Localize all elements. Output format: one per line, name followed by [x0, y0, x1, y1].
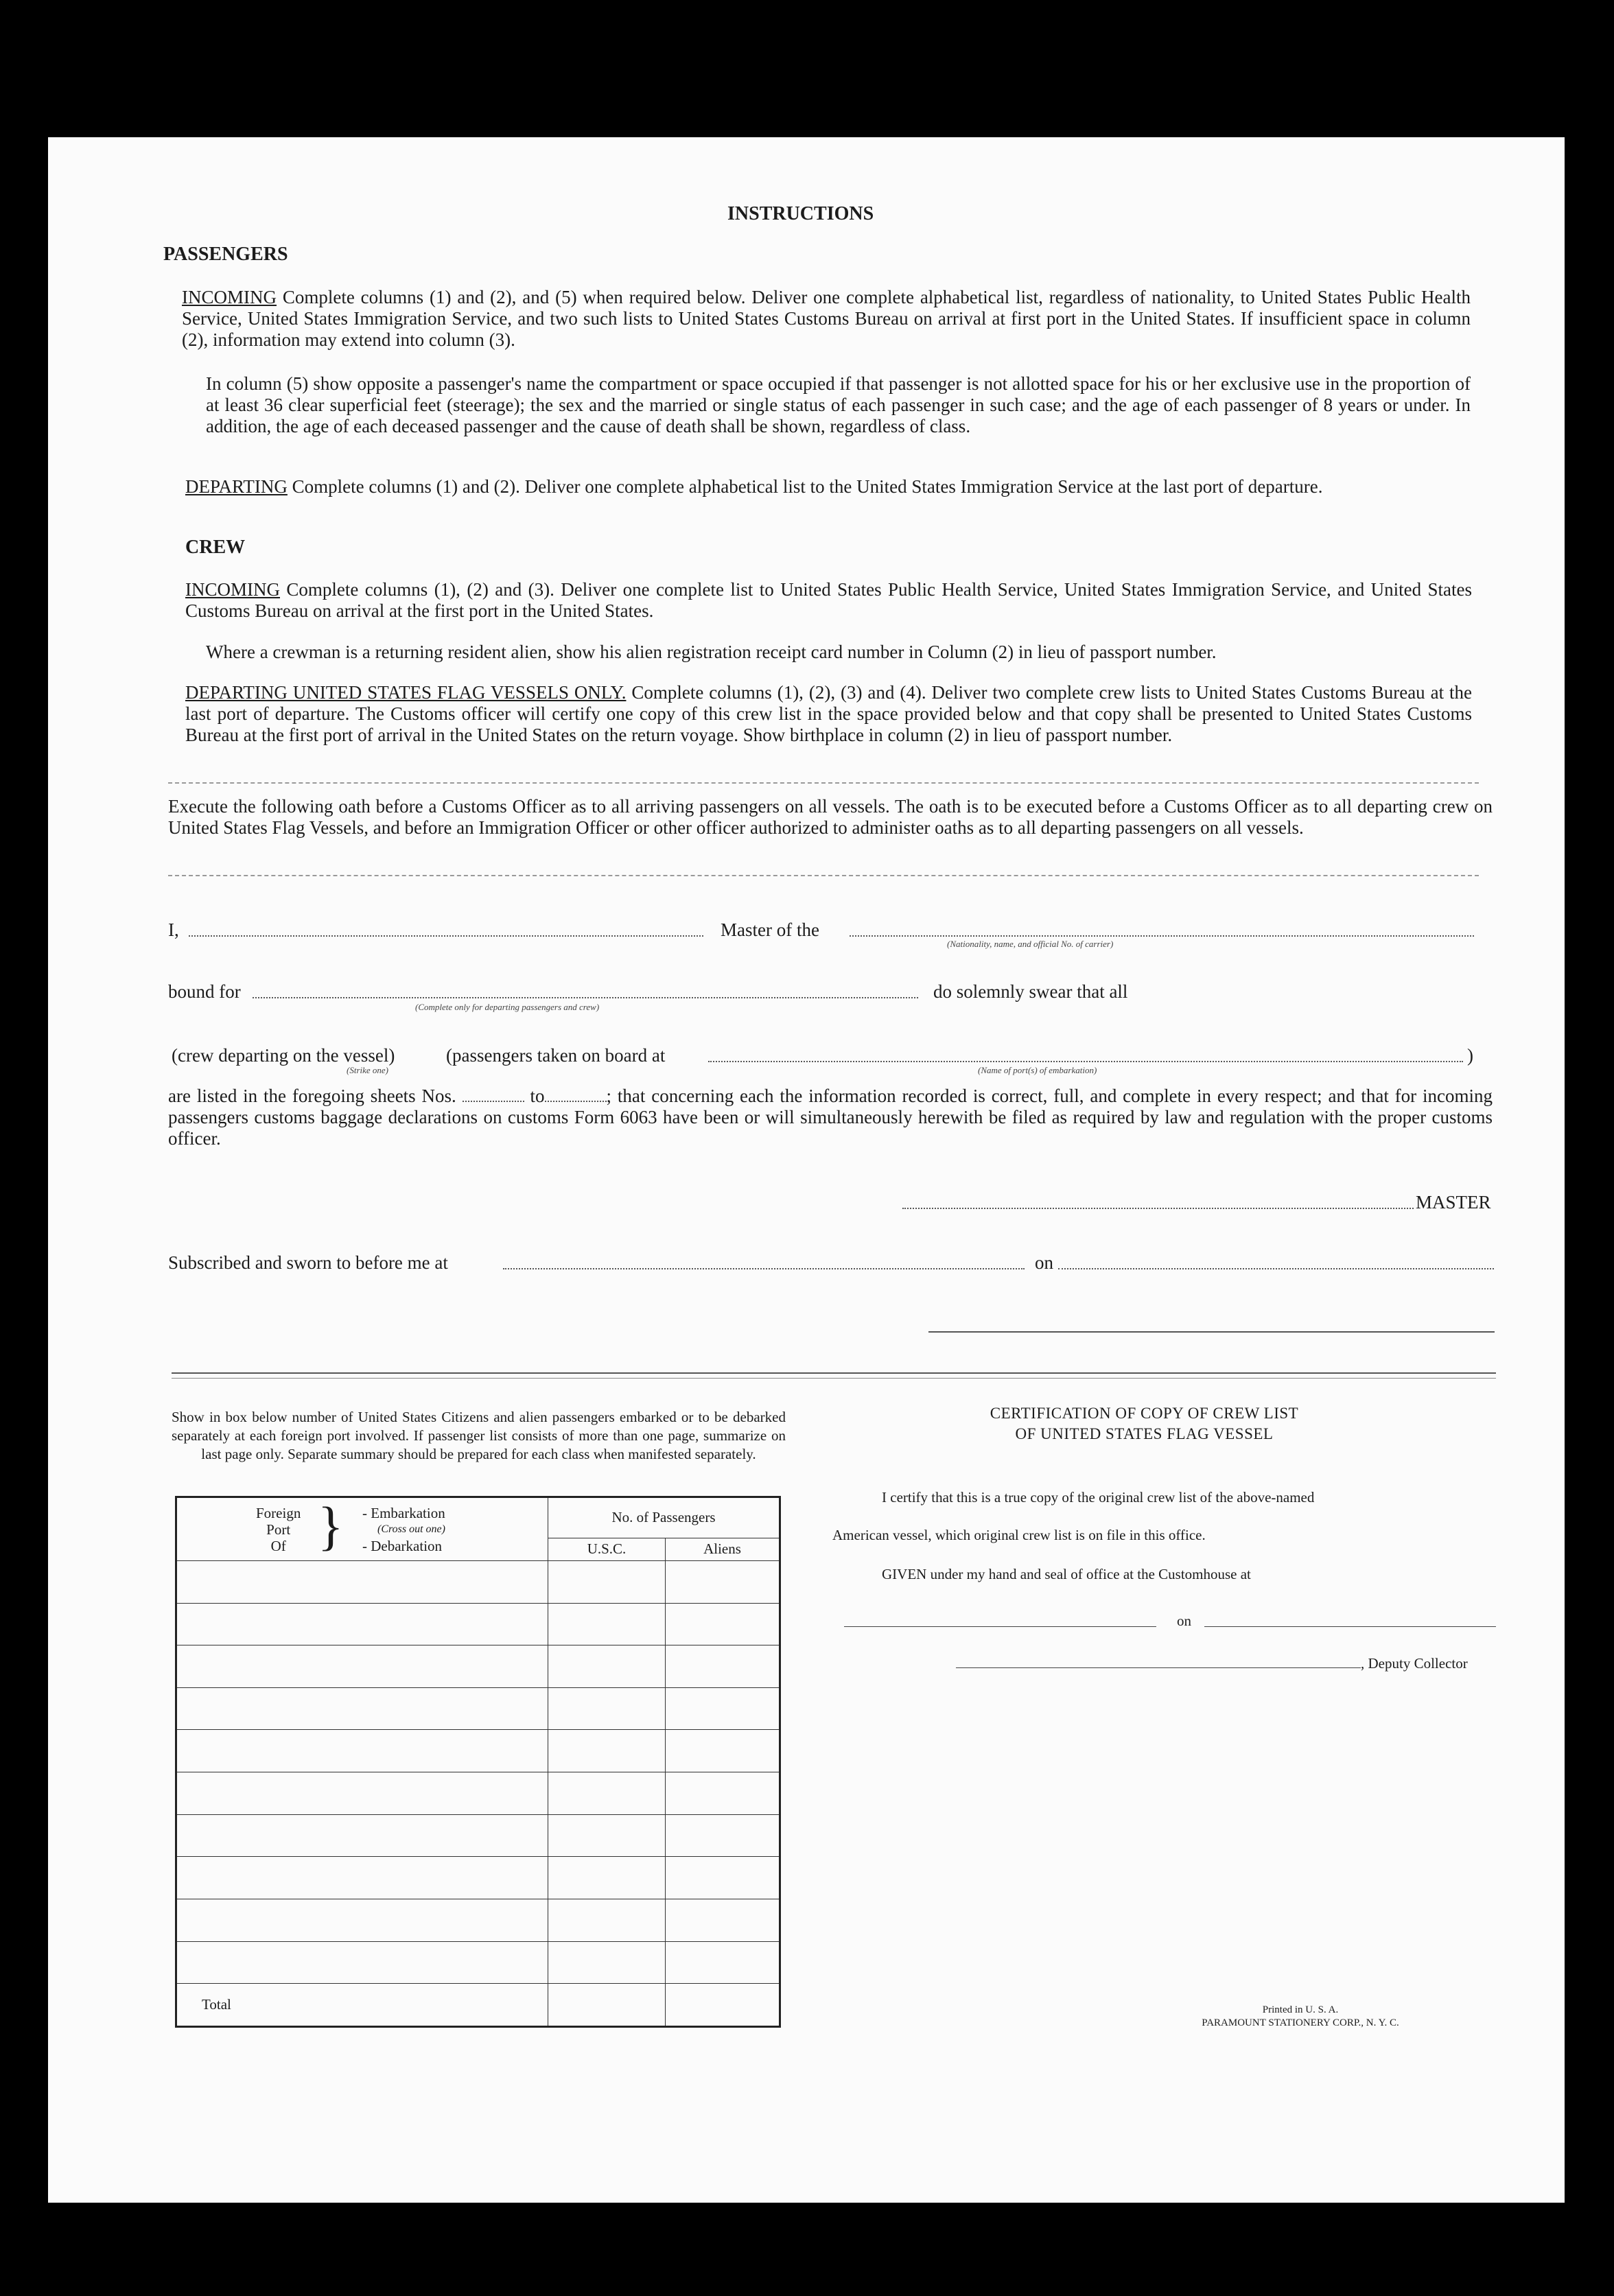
bound-for-label: bound for — [168, 981, 241, 1002]
form-page — [48, 137, 1565, 2203]
crew-incoming-paragraph — [185, 579, 1472, 622]
page-title: INSTRUCTIONS — [727, 203, 874, 224]
certification-title-line2: OF UNITED STATES FLAG VESSEL — [1015, 1425, 1274, 1442]
usc-cell[interactable] — [548, 1645, 666, 1688]
certify-line1: I certify that this is a true copy of the original crew list of the above-named — [882, 1489, 1315, 1506]
cross-out-note: (Cross out one) — [377, 1523, 445, 1535]
summary-instruction: Show in box below number of United States Citizens and alien passengers embarked or to be debarked separately at each foreign port involved. If passenger list consists of more than one page, summarize on last page only. Separate summary should be prepared for each class when manifested separately. — [172, 1409, 786, 1462]
port-cell[interactable] — [176, 1687, 548, 1730]
sheets-from-field[interactable] — [463, 1101, 524, 1102]
cert-date-field[interactable] — [1204, 1626, 1496, 1627]
foreign-label: Foreign — [256, 1505, 301, 1521]
usc-cell[interactable] — [548, 1687, 666, 1730]
port-cell[interactable] — [176, 1772, 548, 1815]
passengers-departing-paragraph — [185, 476, 1471, 497]
of-label: Of — [270, 1538, 286, 1554]
officer-signature-field[interactable] — [928, 1331, 1495, 1333]
certification-title-line1: CERTIFICATION OF COPY OF CREW LIST — [990, 1405, 1299, 1422]
crew-departing-text: Complete columns (1), (2), (3) and (4). Deliver two complete crew lists to United States Customs Bureau at the last port of departure. The Customs officer will certify one copy of this crew list in the space provided below and that copy shall be presented to United States Customs Bureau at the first port of arrival in the United States on the return voyage. Show birthplace in column (2) in lieu of passport number. — [185, 682, 1472, 745]
bound-caption: (Complete only for departing passengers and crew) — [415, 1002, 600, 1012]
certification-title — [933, 1403, 1355, 1444]
table-row — [176, 1730, 780, 1772]
port-cell[interactable] — [176, 1941, 548, 1984]
passengers-departing-label: DEPARTING — [185, 476, 288, 497]
table-row — [176, 1814, 780, 1857]
port-cell[interactable] — [176, 1603, 548, 1645]
passengers-incoming-label: INCOMING — [182, 287, 277, 307]
table-row — [176, 1772, 780, 1815]
table-row — [176, 1603, 780, 1645]
crew-alien-paragraph: Where a crewman is a returning resident alien, show his alien registration receipt card number in Column (2) in lieu of passport number. — [206, 642, 1217, 662]
printer-imprint — [1146, 2004, 1455, 2030]
master-label: MASTER — [1416, 1192, 1491, 1213]
oath-instruction: Execute the following oath before a Customs Officer as to all arriving passengers on all vessels. The oath is to be executed before a Customs Officer as to all departing crew on United States Flag Vessels, and before an Immigration Officer or other officer authorized to administer oaths as to all departing passengers on all vessels. — [168, 796, 1493, 838]
port-cell[interactable] — [176, 1645, 548, 1688]
foreign-port-header — [176, 1497, 548, 1561]
table-row — [176, 1857, 780, 1899]
carrier-field[interactable] — [850, 935, 1474, 937]
total-usc-cell[interactable] — [548, 1984, 666, 2027]
aliens-cell[interactable] — [666, 1772, 780, 1815]
master-name-field[interactable] — [189, 935, 703, 937]
passengers-heading: PASSENGERS — [163, 244, 288, 265]
crew-incoming-label: INCOMING — [185, 579, 280, 600]
passengers-column5-paragraph: In column (5) show opposite a passenger's name the compartment or space occupied if that passenger is not allotted space for his or her exclusive use in the proportion of at least 36 clear superficial feet (steerage); the sex and the married or single status of each passenger in such case; and the age of each passenger of 8 years or under. In addition, the age of each deceased passenger and the cause of death shall be shown, regardless of class. — [206, 373, 1471, 436]
cert-on-label: on — [1177, 1613, 1191, 1629]
usc-cell[interactable] — [548, 1730, 666, 1772]
embarkation-option[interactable]: - Embarkation — [362, 1505, 445, 1521]
on-label: on — [1035, 1252, 1053, 1273]
divider — [172, 1372, 1496, 1374]
printer-line1: Printed in U. S. A. — [1262, 2004, 1339, 2015]
port-label: Port — [266, 1521, 291, 1538]
total-label: Total — [176, 1984, 548, 2027]
table-row — [176, 1560, 780, 1603]
passenger-summary-table — [175, 1496, 781, 2028]
deputy-collector-label: , Deputy Collector — [1361, 1655, 1468, 1672]
customhouse-field[interactable] — [844, 1626, 1156, 1627]
listed-paragraph — [168, 1086, 1493, 1149]
aliens-header: Aliens — [666, 1538, 780, 1560]
usc-cell[interactable] — [548, 1603, 666, 1645]
crew-incoming-text: Complete columns (1), (2) and (3). Deliver one complete list to United States Public Health Service, United States Immigration Service, and United States Customs Bureau on arrival at the first port in the United States. — [185, 579, 1472, 621]
port-cell[interactable] — [176, 1899, 548, 1941]
table-row — [176, 1687, 780, 1730]
crew-departing-label: DEPARTING UNITED STATES FLAG VESSELS ONLY. — [185, 682, 627, 703]
certify-line2: American vessel, which original crew list is on file in this office. — [832, 1527, 1206, 1543]
aliens-cell[interactable] — [666, 1687, 780, 1730]
sheets-to-field[interactable] — [545, 1101, 607, 1102]
total-aliens-cell[interactable] — [666, 1984, 780, 2027]
subscribed-place-field[interactable] — [503, 1268, 1025, 1269]
close-paren: ) — [1467, 1045, 1473, 1066]
usc-cell[interactable] — [548, 1941, 666, 1984]
aliens-cell[interactable] — [666, 1603, 780, 1645]
port-cell[interactable] — [176, 1560, 548, 1603]
no-of-passengers-header: No. of Passengers — [548, 1497, 780, 1538]
bound-for-field[interactable] — [253, 997, 918, 998]
usc-cell[interactable] — [548, 1814, 666, 1857]
carrier-caption: (Nationality, name, and official No. of carrier) — [947, 939, 1114, 949]
table-row — [176, 1899, 780, 1941]
crew-departing-paragraph — [185, 682, 1472, 746]
subscribed-date-field[interactable] — [1058, 1268, 1494, 1269]
aliens-cell[interactable] — [666, 1857, 780, 1899]
master-signature-field[interactable] — [902, 1208, 1414, 1209]
usc-header: U.S.C. — [548, 1538, 666, 1560]
aliens-cell[interactable] — [666, 1560, 780, 1603]
deputy-signature-field[interactable] — [956, 1667, 1361, 1668]
aliens-cell[interactable] — [666, 1814, 780, 1857]
table-row — [176, 1941, 780, 1984]
divider — [168, 875, 1479, 876]
debarkation-option[interactable]: - Debarkation — [362, 1538, 443, 1554]
usc-cell[interactable] — [548, 1857, 666, 1899]
aliens-cell[interactable] — [666, 1941, 780, 1984]
usc-cell[interactable] — [548, 1772, 666, 1815]
listed-rest: ; that concerning each the information recorded is correct, full, and complete in every respect; and that for incoming passengers customs baggage declarations on customs Form 6063 have been or will simultaneously herewith be filed as required by law and regulation with the proper customs officer. — [168, 1086, 1493, 1149]
swear-text: do solemnly swear that all — [933, 981, 1128, 1002]
total-row — [176, 1984, 780, 2027]
subscribed-text: Subscribed and sworn to before me at — [168, 1252, 448, 1273]
master-of-the-label: Master of the — [721, 919, 819, 940]
port-cell[interactable] — [176, 1857, 548, 1899]
divider — [172, 1378, 1496, 1379]
divider — [168, 782, 1479, 784]
usc-cell[interactable] — [548, 1899, 666, 1941]
table-row — [176, 1645, 780, 1688]
aliens-cell[interactable] — [666, 1645, 780, 1688]
passengers-incoming-paragraph — [182, 287, 1471, 351]
to-label: to — [530, 1086, 545, 1106]
crew-heading: CREW — [185, 537, 246, 558]
strike-one-caption: (Strike one) — [347, 1065, 389, 1075]
given-text: GIVEN under my hand and seal of office at the Customhouse at — [882, 1566, 1251, 1582]
passengers-departing-text: Complete columns (1) and (2). Deliver one complete alphabetical list to the United States Immigration Service at the last port of departure. — [287, 476, 1323, 497]
table-header-row — [176, 1497, 780, 1538]
passengers-incoming-text: Complete columns (1) and (2), and (5) when required below. Deliver one complete alphabetical list, regardless of nationality, to United States Public Health Service, United States Immigration Service, and two such lists to United States Customs Bureau on arrival at first port in the United States. If insufficient space in column (2), information may extend into column (3). — [182, 287, 1471, 350]
passengers-taken-option: (passengers taken on board at — [446, 1045, 666, 1066]
aliens-cell[interactable] — [666, 1899, 780, 1941]
port-cell[interactable] — [176, 1814, 548, 1857]
port-cell[interactable] — [176, 1730, 548, 1772]
embarkation-port-field[interactable] — [708, 1061, 1463, 1062]
aliens-cell[interactable] — [666, 1730, 780, 1772]
crew-departing-option: (crew departing on the vessel) — [172, 1045, 395, 1066]
listed-start: are listed in the foregoing sheets Nos. — [168, 1086, 456, 1106]
oath-i-label: I, — [168, 919, 179, 940]
brace-icon: } — [318, 1496, 344, 1556]
embarkation-caption: (Name of port(s) of embarkation) — [978, 1065, 1097, 1075]
usc-cell[interactable] — [548, 1560, 666, 1603]
printer-line2: PARAMOUNT STATIONERY CORP., N. Y. C. — [1202, 2017, 1399, 2028]
